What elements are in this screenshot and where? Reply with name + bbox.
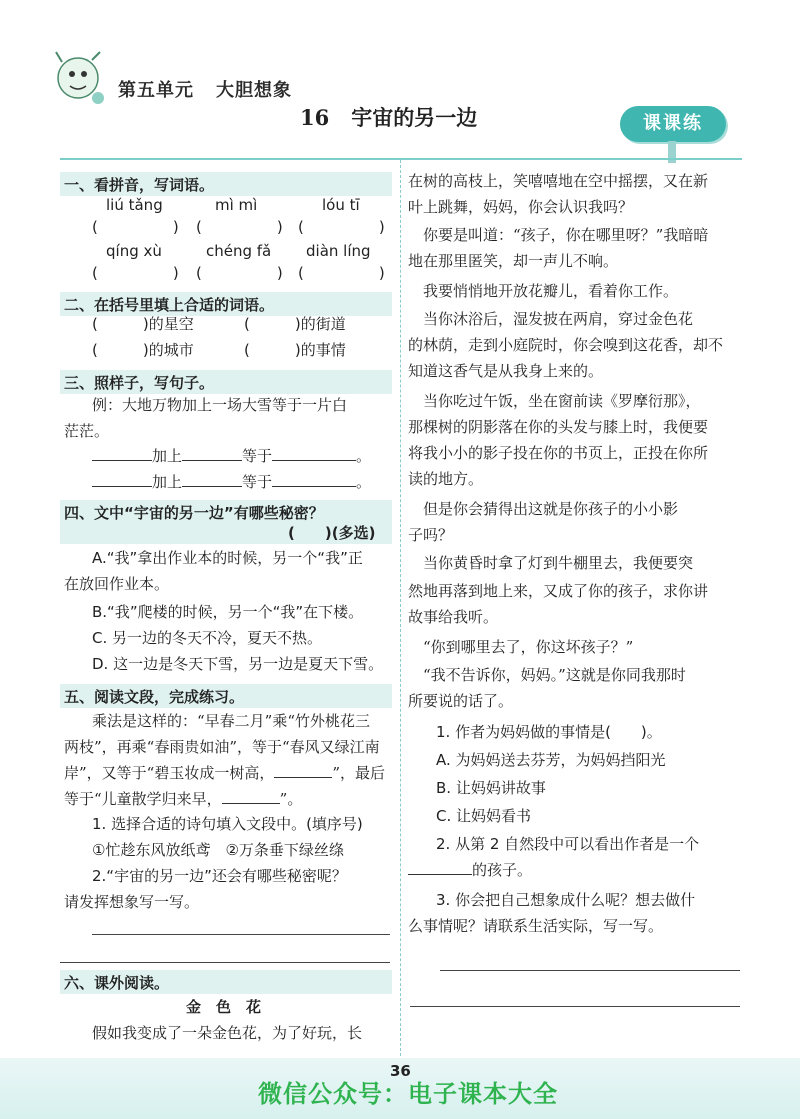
story-line-r6: 当你沐浴后，湿发披在两肩，穿过金色花 [408,310,694,328]
section-5-title: 五、阅读文段，完成练习。 [64,688,245,706]
answer-line-r1[interactable] [440,970,740,971]
lesson-title [300,102,477,132]
fill-box-4[interactable]: ( ) [244,341,301,359]
answer-line-5b[interactable] [60,962,390,963]
fill-text-1: 的星空 [148,315,194,333]
fill-item-1 [92,314,194,334]
story-line-r8: 知道这香气是从我身上来的。 [408,362,604,380]
lesson-name: 宇宙的另一边 [351,105,478,130]
blank-2a[interactable] [92,472,152,487]
trait-blank[interactable] [408,860,472,875]
section-6-title: 六、课外阅读。 [64,974,170,992]
answer-box-6[interactable]: ( ) [298,264,385,282]
passage-3b: ”，最后 [332,764,386,782]
story-line-1: 假如我变成了一朵金色花，为了好玩，长 [92,1024,363,1042]
multi-select-box[interactable]: ( )(多选) [288,524,376,542]
period: 。 [356,447,372,465]
fill-text-3: 的城市 [148,341,194,359]
story-title: 金 色 花 [186,998,262,1016]
blank-1a[interactable] [92,446,152,461]
option-a-line-1: A.“我”拿出作业本的时候，另一个“我”正 [92,549,363,567]
pinyin-1: liú tǎng [106,196,163,214]
answer-line-5a[interactable] [92,934,390,935]
question-r2-cont [408,860,532,880]
period: 。 [356,473,372,491]
lesson-number: 16 [300,105,330,130]
answer-box-5[interactable]: ( ) [196,264,283,282]
column-divider [400,160,402,1056]
question-r1-c: C. 让妈妈看书 [436,807,532,825]
blank-1c[interactable] [272,446,356,461]
pinyin-3: lóu tī [322,196,360,214]
page-number: 36 [390,1062,411,1080]
section-2-title: 二、在括号里填上合适的词语。 [64,296,275,314]
story-line-r7: 的林荫，走到小庭院时，你会嗅到这花香，却不 [408,336,724,354]
answer-box-3[interactable]: ( ) [298,218,385,236]
example-line-2: 茫茫。 [64,422,110,440]
equals-label: 等于 [242,447,273,465]
pinyin-2: mì mì [215,196,258,214]
story-line-r1: 在树的高枝上，笑嘻嘻地在空中摇摆，又在新 [408,172,709,190]
option-c: C. 另一边的冬天不冷，夏天不热。 [92,629,323,647]
fill-box-3[interactable]: ( ) [92,341,149,359]
fill-item-3 [92,340,194,360]
unit-title [118,76,314,102]
question-5-1: 1. 选择合适的诗句填入文段中。(填序号) [92,815,363,833]
blank-2b[interactable] [182,472,242,487]
story-line-r13: 但是你会猜得出这就是你孩子的小小影 [408,500,679,518]
blank-1b[interactable] [182,446,242,461]
equals-label: 等于 [242,473,273,491]
pinyin-6: diàn líng [306,242,371,260]
section-1-title: 一、看拼音，写词语。 [64,176,215,194]
wechat-watermark: 微信公众号：电子课本大全 [258,1080,558,1108]
passage-line-3 [64,762,385,783]
option-d: D. 这一边是冬天下雪，另一边是夏天下雪。 [92,655,384,673]
question-5-2: 2.“宇宙的另一边”还会有哪些秘密呢？ [92,867,347,885]
fill-item-2 [244,314,346,334]
story-line-r4: 地在那里匿笑，却一声儿不响。 [408,252,619,270]
passage-4b: ”。 [279,790,303,808]
fill-box-1[interactable]: ( ) [92,315,149,333]
unit-name: 大胆想象 [216,80,292,101]
practice-badge: 课课练 [620,106,726,142]
section-3-title: 三、照样子，写句子。 [64,374,215,392]
sentence-row-2 [92,472,371,492]
story-line-r5: 我要悄悄地开放花瓣儿，看着你工作。 [408,282,679,300]
story-line-r20: 所要说的话了。 [408,692,514,710]
option-b: B.“我”爬楼的时候，另一个“我”在下楼。 [92,603,364,621]
question-r1: 1. 作者为妈妈做的事情是( )。 [436,723,662,741]
mascot-icon [52,48,110,110]
fill-text-4: 的事情 [300,341,346,359]
story-line-r11: 将我小小的影子投在你的书页上，正投在你所 [408,444,709,462]
poem-options: ①忙趁东风放纸鸢 ②万条垂下绿丝绦 [92,841,344,859]
question-r3: 3. 你会把自己想象成什么呢？想去做什 [436,891,696,909]
question-r2: 2. 从第 2 自然段中可以看出作者是一个 [436,835,700,853]
example-line-1: 例：大地万物加上一场大雪等于一片白 [92,396,348,414]
passage-3a: 岸”，又等于“碧玉妆成一树高， [64,764,275,782]
unit-label: 第五单元 [118,80,194,101]
plus-label: 加上 [152,473,183,491]
poem-blank-2[interactable] [222,789,280,804]
question-r3-cont: 么事情呢？请联系生活实际，写一写。 [408,917,664,935]
poem-blank-1[interactable] [274,763,332,778]
answer-line-r2[interactable] [410,1006,740,1007]
question-r1-a: A. 为妈妈送去芬芳，为妈妈挡阳光 [436,751,666,769]
sentence-row-1 [92,446,371,466]
story-line-r19: “我不告诉你，妈妈。”这就是你同我那时 [408,666,686,684]
fill-text-2: 的街道 [300,315,346,333]
answer-box-4[interactable]: ( ) [92,264,179,282]
pinyin-4: qíng xù [106,242,162,260]
story-line-r14: 子吗？ [408,526,454,544]
passage-4a: 等于“儿童散学归来早， [64,790,222,808]
story-line-r2: 叶上跳舞，妈妈，你会认识我吗？ [408,198,634,216]
story-line-r17: 故事给我听。 [408,608,499,626]
answer-box-2[interactable]: ( ) [196,218,283,236]
plus-label: 加上 [152,447,183,465]
story-line-r15: 当你黄昏时拿了灯到牛棚里去，我便要突 [408,554,694,572]
story-line-r16: 然地再落到地上来，又成了你的孩子，求你讲 [408,582,709,600]
question-5-2-cont: 请发挥想象写一写。 [64,893,200,911]
passage-line-4 [64,788,302,809]
question-r1-b: B. 让妈妈讲故事 [436,779,546,797]
passage-line-1: 乘法是这样的：“早春二月”乘“竹外桃花三 [92,712,371,730]
fill-item-4 [244,340,346,360]
story-line-r3: 你要是叫道：“孩子，你在哪里呀？”我暗暗 [408,226,709,244]
story-line-r12: 读的地方。 [408,470,484,488]
passage-line-2: 两枝”，再乘“春雨贵如油”，等于“春风又绿江南 [64,738,380,756]
story-line-r10: 那棵树的阴影落在你的头发与膝上时，我便要 [408,418,709,436]
question-r2-end: 的孩子。 [472,861,533,879]
pinyin-5: chéng fǎ [206,242,272,260]
fill-box-2[interactable]: ( ) [244,315,301,333]
story-line-r9: 当你吃过午饭，坐在窗前读《罗摩衍那》， [408,392,701,410]
option-a-line-2: 在放回作业本。 [64,575,170,593]
section-4-title: 四、文中“宇宙的另一边”有哪些秘密？ [64,504,324,522]
answer-box-1[interactable]: ( ) [92,218,179,236]
story-line-r18: “你到哪里去了，你这坏孩子？” [408,638,634,656]
blank-2c[interactable] [272,472,356,487]
